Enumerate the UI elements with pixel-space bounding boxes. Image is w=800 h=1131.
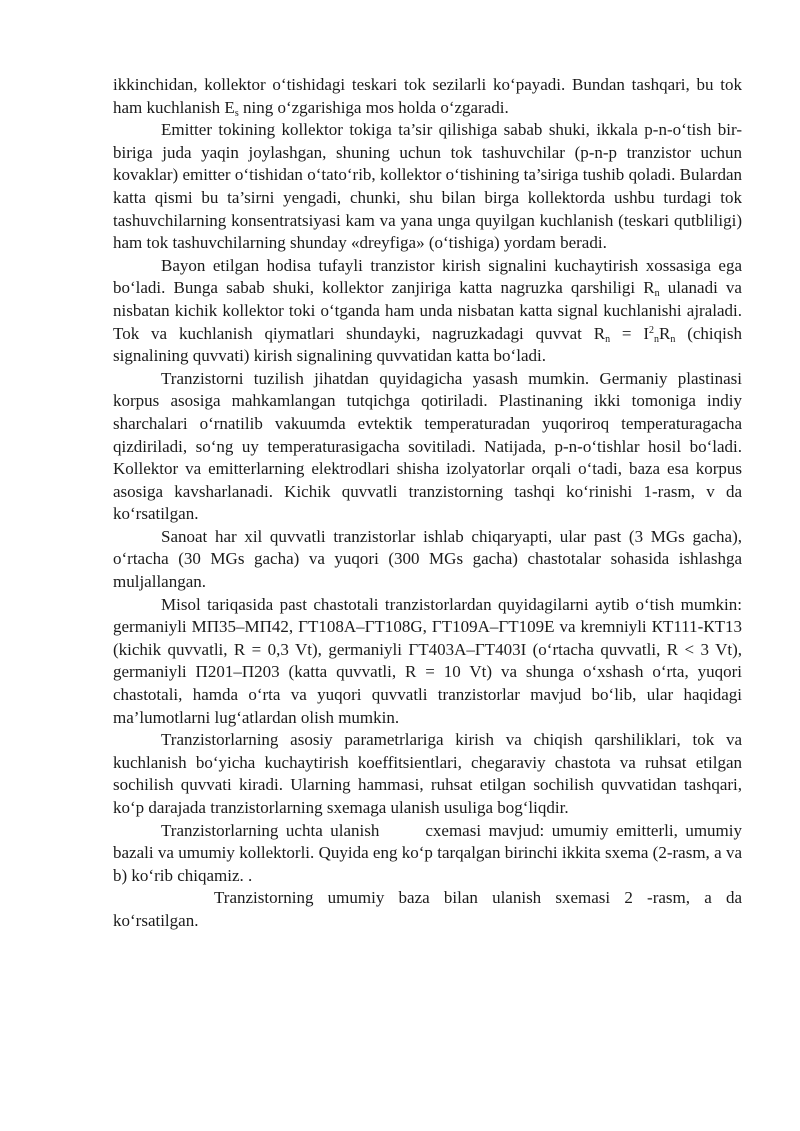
paragraph-2: Emitter tokining kollektor tokiga ta’sir qilishiga sabab shuki, ikkala p-n-o‘tish bir-biriga juda yaqin joylashgan, shuning uchun tok tashuvchilar (p-n-p tranzistor uchun kovaklar) emitter o‘tishidan o‘tato‘rib, kollektor o‘tishining ta’siriga tushib qoladi. Bulardan katta qismi bu ta’sirni yengadi, chunki, shu bilan birga kollektorda ushbu turdagi tok tashuvchilarning konsentratsiyasi kam va yana unga quyilgan kuchlanish (teskari qutbliligi) ham tok tashuvchilarning shunday «dreyfiga» (o‘tishiga) yordam beradi. [113,120,742,253]
body-text [113,74,742,933]
paragraph-5: Sanoat har xil quvvatli tranzistorlar ishlab chiqaryapti, ular past (3 MGs gacha), o‘rtacha (30 MGs gacha) va yuqori (300 MGs gacha) chastotalar sohasida ishlashga muljallangan. [113,526,742,592]
paragraph-1-text-b: ning o‘zgarishiga mos holda o‘zgaradi. [238,97,509,117]
paragraph-3-text-b: ulanadi va nisbatan kichik kollektor toki o‘tganda ham unda nisbatan katta signal kuchlanishi ajraladi. Tok va kuchlanish qiymatlari shundayki, nagruzkadagi quvvat R [113,278,742,343]
paragraph-1-text-a: ikkinchidan, kollektor o‘tishidagi teskari tok sezilarli ko‘payadi. Bundan tashqari, bu tok ham kuchlanish E [113,75,742,117]
paragraph-3-text-d: R [659,323,671,343]
paragraph-4: Tranzistorni tuzilish jihatdan quyidagicha yasash mumkin. Germaniy plastinasi korpus asosiga mahkamlangan tutqichga qotiriladi. Plastinaning ikki tomoniga indiy sharchalari o‘rnatilib vakuumda evtektik temperaturadan yuqoriroq temperaturagacha qizdiriladi, so‘ng uy temperaturasigacha sovitiladi. Natijada, p-n-o‘tishlar hosil bo‘ladi. Kollektor va emitterlarning elektrodlari shisha izolyatorlar orqali o‘tadi, baza esa korpus asosiga kavsharlanadi. Kichik quvvatli tranzistorning tashqi ko‘rinishi 1-rasm, v da ko‘rsatilgan. [113,368,742,524]
paragraph-1 [113,74,742,119]
paragraph-8-text-b: cxemasi mavjud: umumiy emitterli, umumiy bazali va umumiy kollektorli. Quyida eng ko‘p tarqalgan birinchi ikkita sxema (2-rasm, a va b) ko‘rib chiqamiz. . [113,820,742,885]
paragraph-3-text-c: = I [610,323,650,343]
paragraph-8 [113,820,742,888]
subscript-s: s [234,107,239,119]
subscript-n: n [654,288,660,300]
paragraph-9: Tranzistorning umumiy baza bilan ulanish sxemasi 2 -rasm, a da ko‘rsatilgan. [113,888,742,930]
paragraph-3-text-e: (chiqish signalining quvvati) kirish signalining quvvatidan katta bo‘ladi. [113,323,742,366]
subscript-n: n [670,333,676,345]
paragraph-6: Misol tariqasida past chastotali tranzistorlardan quyidagilarni aytib o‘tish mumkin: germaniyli МП35–МП42, ГТ108А–ГТ108G, ГТ109А–ГТ109Е va kremniyli КТ111-КТ13 (kichik quvvatli, R = 0,3 Vt), germaniyli ГТ403А–ГТ403I (o‘rtacha quvvatli, R < 3 Vt), germaniyli П201–П203 (katta quvvatli, R = 10 Vt) va shunga o‘xshash o‘rta, yuqori chastotali, hamda o‘rta va yuqori quvvatli tranzistorlar mavjud bo‘lib, ular haqidagi ma’lumotlarni lug‘atlardan olish mumkin. [113,594,742,727]
paragraph-3 [113,255,742,368]
paragraph-7: Tranzistorlarning asosiy parametrlariga kirish va chiqish qarshiliklari, tok va kuchlanish bo‘yicha kuchaytirish koeffitsientlari, chegaraviy chastota va ruhsat etilgan sochilish quvvati kiradi. Ularning hammasi, ruhsat etilgan sochilish quvvatidan tashqari, ko‘p darajada tranzistorlarning sxemaga ulanish usuliga bog‘liqdir. [113,730,742,817]
paragraph-8-text-a: Tranzistorlarning uchta ulanish [161,820,380,840]
superscript-2: 2 [649,324,655,336]
subscript-n: n [605,333,611,345]
subscript-n: n [654,333,660,345]
paragraph-3-text-a: Bayon etilgan hodisa tufayli tranzistor kirish signalini kuchaytirish xossasiga ega bo‘ladi. Bunga sabab shuki, kollektor zanjiriga katta nagruzka qarshiligi R [113,255,742,298]
